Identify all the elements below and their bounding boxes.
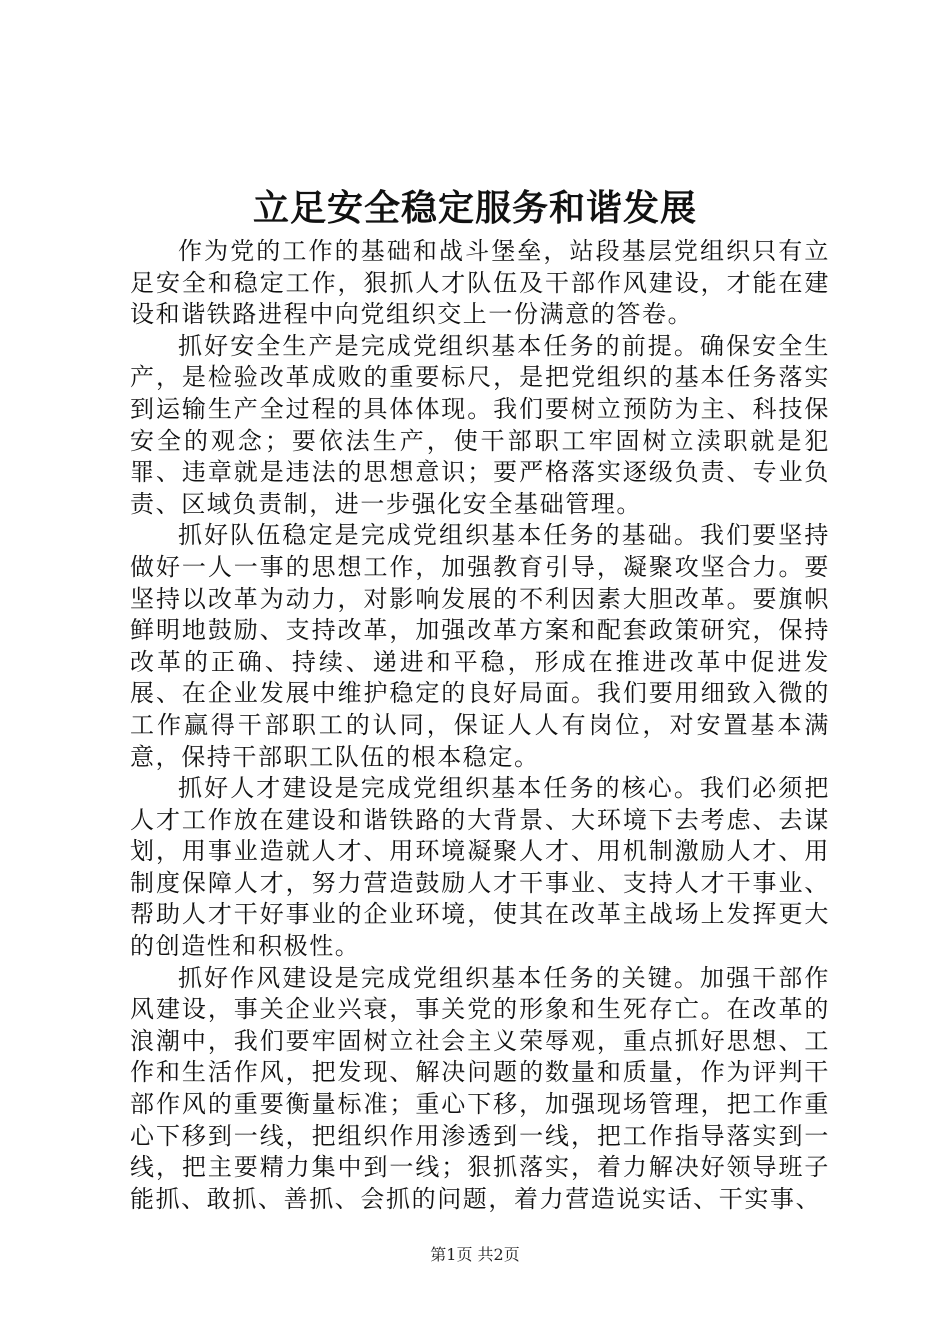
paragraph-stability: 抓好队伍稳定是完成党组织基本任务的基础。我们要坚持做好一人一事的思想工作，加强教育引导，凝聚攻坚合力。要坚持以改革为动力，对影响发展的不利因素大胆改革。要旗帜鲜明地鼓励、支持改革，加强改革方案和配套政策研究，保持改革的正确、持续、递进和平稳，形成在推进改革中促进发展、在企业发展中维护稳定的良好局面。我们要用细致入微的工作赢得干部职工的认同，保证人人有岗位，对安置基本满意，保持干部职工队伍的根本稳定。 [130, 521, 830, 771]
document-body [130, 236, 830, 1215]
page-footer: 第1页 共2页 [430, 1245, 520, 1264]
paragraph-talent: 抓好人才建设是完成党组织基本任务的核心。我们必须把人才工作放在建设和谐铁路的大背景、大环境下去考虑、去谋划，用事业造就人才、用环境凝聚人才、用机制激励人才、用制度保障人才，努力营造鼓励人才干事业、支持人才干事业、帮助人才干好事业的企业环境，使其在改革主战场上发挥更大的创造性和积极性。 [130, 774, 830, 961]
paragraph-safety: 抓好安全生产是完成党组织基本任务的前提。确保安全生产，是检验改革成败的重要标尺，是把党组织的基本任务落实到运输生产全过程的具体体现。我们要树立预防为主、科技保安全的观念；要依法生产，使干部职工牢固树立渎职就是犯罪、违章就是违法的思想意识；要严格落实逐级负责、专业负责、区域负责制，进一步强化安全基础管理。 [130, 331, 830, 518]
paragraph-work-style: 抓好作风建设是完成党组织基本任务的关键。加强干部作风建设，事关企业兴衰，事关党的形象和生死存亡。在改革的浪潮中，我们要牢固树立社会主义荣辱观，重点抓好思想、工作和生活作风，把发现、解决问题的数量和质量，作为评判干部作风的重要衡量标准；重心下移，加强现场管理，把工作重心下移到一线，把组织作用渗透到一线，把工作指导落实到一线，把主要精力集中到一线；狠抓落实，着力解决好领导班子能抓、敢抓、善抓、会抓的问题，着力营造说实话、干实事、 [130, 963, 830, 1213]
paragraph-intro: 作为党的工作的基础和战斗堡垒，站段基层党组织只有立足安全和稳定工作，狠抓人才队伍及干部作风建设，才能在建设和谐铁路进程中向党组织交上一份满意的答卷。 [130, 237, 830, 329]
document-title: 立足安全稳定服务和谐发展 [252, 187, 697, 229]
